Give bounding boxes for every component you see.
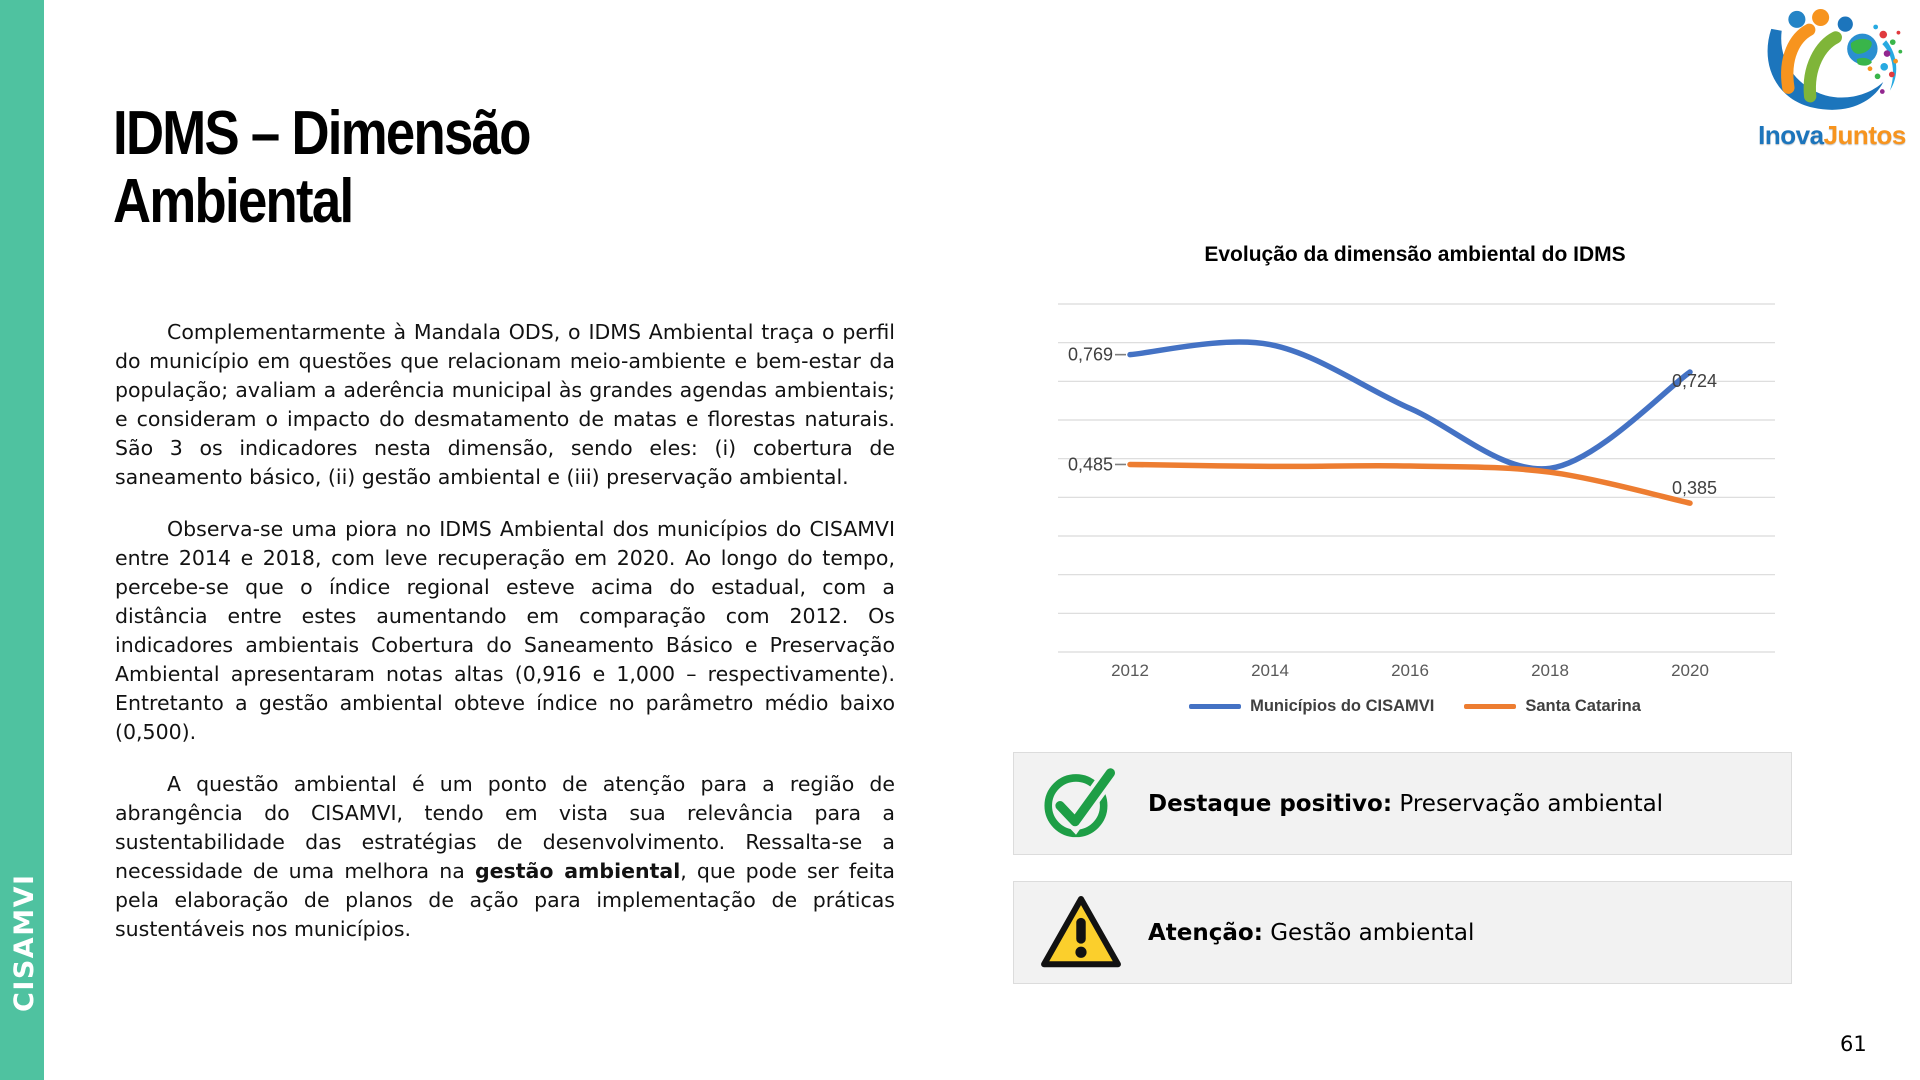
sidebar-label: CISAMVI (9, 873, 40, 1012)
legend-dash-icon (1189, 704, 1241, 709)
paragraph-segment: Observa-se uma piora no IDMS Ambiental dos municípios do CISAMVI entre 2014 e 2018, com leve recuperação em 2020. Ao longo do tempo, percebe-se que o índice regional esteve acima do estadual, com a distância entre estes aumentando em comparação com 2012. Os indicadores ambientais Cobertura do Saneamento Básico e Preservação Ambiental apresentaram notas altas (0,916 e 1,000 – respectivamente). Entretanto a gestão ambiental obteve índice no parâmetro médio baixo (0,500). (115, 517, 895, 744)
data-label: 0,485 (1067, 454, 1113, 475)
warning-triangle-icon (1038, 893, 1124, 972)
inovajuntos-logo (1756, 8, 1908, 151)
callout-text (1148, 791, 1663, 817)
page-number: 61 (1840, 1032, 1867, 1056)
callout-box-1 (1013, 752, 1792, 855)
paragraph-1 (115, 318, 895, 492)
paragraph-segment: , que pode ser feita pela elaboração de planos de ação para implementação de práticas sustentáveis nos municípios. (115, 859, 895, 941)
chart-legend (1055, 697, 1775, 716)
page-title-line2: Ambiental (113, 167, 353, 236)
callout-value: Preservação ambiental (1392, 790, 1664, 817)
legend-label: Municípios do CISAMVI (1250, 697, 1435, 715)
paragraph-segment: A questão ambiental é um ponto de atenção para a região de abrangência do CISAMVI, tendo em vista sua relevância para a sustentabilidade das estratégias de desenvolvimento. Ressalta-se a necessidade de uma melhora na (115, 772, 895, 883)
legend-item-2 (1464, 697, 1641, 716)
inovajuntos-logo-graphic (1756, 8, 1908, 120)
series-line-1 (1130, 342, 1690, 469)
legend-dash-icon (1464, 704, 1516, 709)
line-chart (1055, 284, 1795, 688)
legend-item-1 (1189, 697, 1434, 716)
data-label: 0,769 (1067, 344, 1113, 365)
paragraph-3 (115, 770, 895, 944)
data-label: 0,724 (1672, 371, 1718, 392)
x-tick-label: 2012 (1111, 661, 1149, 680)
body-text (115, 318, 895, 967)
paragraph-bold-segment: gestão ambiental (474, 859, 681, 883)
paragraph-segment: Complementarmente à Mandala ODS, o IDMS Ambiental traça o perfil do município em questões que relacionam meio-ambiente e bem-estar da população; avaliam a aderência municipal às grandes agendas ambientais; e consideram o impacto do desmatamento de matas e florestas naturais. São 3 os indicadores nesta dimensão, sendo eles: (i) cobertura de saneamento básico, (ii) gestão ambiental e (iii) preservação ambiental. (115, 320, 895, 489)
data-label: 0,385 (1672, 478, 1718, 499)
x-tick-label: 2018 (1531, 661, 1569, 680)
x-tick-label: 2014 (1251, 661, 1289, 680)
page-title (113, 100, 530, 236)
check-circle-icon (1038, 762, 1124, 846)
logo-wordmark (1756, 120, 1908, 151)
callout-label: Atenção: (1148, 919, 1263, 946)
callout-label: Destaque positivo: (1148, 790, 1393, 817)
callout-box-2 (1013, 881, 1792, 984)
logo-text-juntos: Juntos (1823, 120, 1906, 150)
x-tick-label: 2016 (1391, 661, 1429, 680)
paragraph-2 (115, 515, 895, 747)
x-tick-label: 2020 (1671, 661, 1709, 680)
legend-label: Santa Catarina (1525, 697, 1641, 715)
page-title-line1: IDMS – Dimensão (113, 99, 530, 168)
logo-text-inova: Inova (1758, 120, 1824, 150)
callout-text (1148, 920, 1474, 946)
callout-value: Gestão ambiental (1262, 919, 1475, 946)
chart-title: Evolução da dimensão ambiental do IDMS (1204, 243, 1626, 266)
sidebar-strip (0, 0, 44, 1080)
